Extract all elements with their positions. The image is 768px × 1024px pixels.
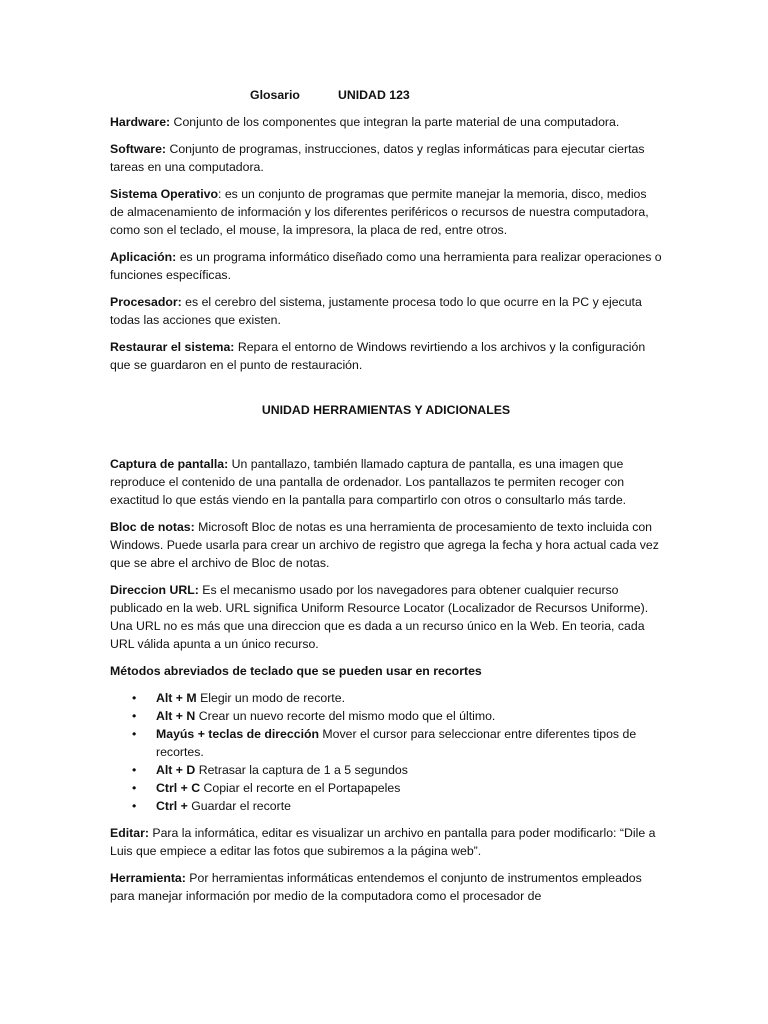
term: Restaurar el sistema: [110,340,235,354]
shortcut-key: Alt + D [156,763,196,777]
term: Procesador: [110,295,182,309]
term: Sistema Operativo [110,187,218,201]
shortcuts-list [110,689,662,815]
definition-sistema-operativo [110,185,662,239]
definition-herramienta [110,869,662,905]
shortcut-desc: Copiar el recorte en el Portapapeles [200,781,401,795]
definition-procesador [110,293,662,329]
definition-text: es un programa informático diseñado como una herramienta para realizar operaciones o funciones específicas. [110,250,662,282]
definition-editar [110,824,662,860]
bullet-icon: • [132,709,137,723]
shortcut-desc: Retrasar la captura de 1 a 5 segundos [195,763,408,777]
list-item [110,707,662,725]
definition-text: Para la informática, editar es visualizar un archivo en pantalla para poder modificarlo: “Dile a Luis que empiece a editar las fotos que subiremos a la página web”. [110,826,656,858]
bullet-icon: • [132,781,137,795]
term: Bloc de notas: [110,520,195,534]
unit-title: UNIDAD 123 [338,88,410,102]
term: Hardware: [110,115,171,129]
term: Herramienta: [110,871,186,885]
document-page [110,86,662,914]
bullet-icon: • [132,691,137,705]
definition-text: Conjunto de los componentes que integran la parte material de una computadora. [170,115,620,129]
definition-text: Conjunto de programas, instrucciones, datos y reglas informáticas para ejecutar ciertas tareas en una computadora. [110,142,645,174]
list-item [110,725,662,761]
definition-bloc-notas [110,518,662,572]
term: Editar: [110,826,149,840]
document-header [110,86,662,104]
shortcut-key: Ctrl + [156,799,188,813]
shortcut-key: Ctrl + C [156,781,201,795]
definition-text: es el cerebro del sistema, justamente procesa todo lo que ocurre en la PC y ejecuta todas las acciones que existen. [110,295,642,327]
list-item [110,779,662,797]
definition-direccion-url [110,581,662,653]
shortcut-desc: Guardar el recorte [187,799,291,813]
definition-text: Es el mecanismo usado por los navegadores para obtener cualquier recurso publicado en la web. URL significa Uniform Resource Locator (Localizador de Recursos Uniforme). Una URL no es más que una direccion que es dada a un recurso único en la Web. En teoria, cada URL válida apunta a un único recurso. [110,583,649,651]
definition-text: Repara el entorno de Windows revirtiendo a los archivos y la configuración que se guardaron en el punto de restauración. [110,340,646,372]
definition-text: Un pantallazo, también llamado captura de pantalla, es una imagen que reproduce el contenido de una pantalla de ordenador. Los pantallazos te permiten recoger con exactitud lo que estás viendo en la pantalla para compartirlo con otros o consultarlo más tarde. [110,457,627,507]
definition-software [110,140,662,176]
term: Captura de pantalla: [110,457,229,471]
definition-aplicacion [110,248,662,284]
definition-text: Microsoft Bloc de notas es una herramienta de procesamiento de texto incluida con Windows. Puede usarla para crear un archivo de registro que agrega la fecha y hora actual cada vez que se abre el archivo de Bloc de notas. [110,520,659,570]
term: Direccion URL: [110,583,199,597]
shortcut-key: Alt + M [156,691,197,705]
document-title: Glosario [250,88,300,102]
list-item [110,689,662,707]
shortcuts-heading [110,662,662,680]
shortcut-key: Mayús + teclas de dirección [156,727,320,741]
bullet-icon: • [132,763,137,777]
definition-captura-pantalla [110,455,662,509]
bullet-icon: • [132,727,137,741]
list-item [110,797,662,815]
definition-text: : es un conjunto de programas que permite manejar la memoria, disco, medios de almacenamiento de información y los diferentes periféricos o recursos de nuestra computadora, como son el teclado, el mouse, la impresora, la placa de red, entre otros. [110,187,649,237]
term: Software: [110,142,167,156]
shortcut-key: Alt + N [156,709,196,723]
definition-text: Por herramientas informáticas entendemos el conjunto de instrumentos empleados para manejar información por medio de la computadora como el procesador de [110,871,642,903]
bullet-icon: • [132,799,137,813]
definition-restaurar-sistema [110,338,662,374]
shortcut-desc: Mover el cursor para seleccionar entre diferentes tipos de recortes. [156,727,637,759]
section-heading-herramientas: UNIDAD HERRAMIENTAS Y ADICIONALES [261,403,511,417]
shortcuts-heading-text: Métodos abreviados de teclado que se pueden usar en recortes [110,664,482,678]
list-item [110,761,662,779]
shortcut-desc: Elegir un modo de recorte. [196,691,345,705]
definition-hardware [110,113,662,131]
shortcut-desc: Crear un nuevo recorte del mismo modo que el último. [195,709,496,723]
term: Aplicación: [110,250,177,264]
